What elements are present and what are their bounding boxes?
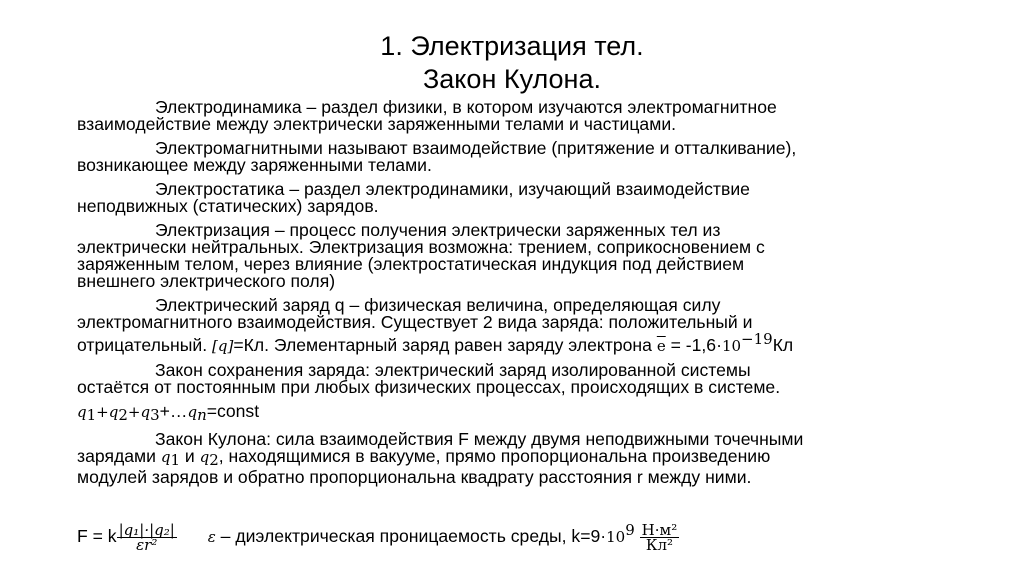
unit-denominator: Кл²	[645, 535, 674, 554]
paragraph-charge	[77, 297, 967, 355]
power-exponent: 9	[625, 521, 635, 539]
unit-fraction	[640, 520, 680, 554]
text-line: возникающее между заряженными телами.	[77, 155, 432, 175]
text-line: Электризация – процесс получения электрически заряженных тел из	[155, 220, 721, 240]
ellipsis: +…	[159, 401, 188, 421]
title-line-2: Закон Кулона.	[422, 64, 601, 94]
text-line: электрически нейтральных. Электризация возможна: трением, соприкосновением с	[77, 237, 765, 257]
page-title	[0, 30, 1024, 96]
electron-charge-symbol: $\overline{e}$	[656, 337, 666, 355]
text-line: модулей зарядов и обратно пропорциональна квадрату расстояния r между ними.	[77, 467, 752, 487]
plus-sign: +	[127, 403, 141, 421]
text-line: Электромагнитными называют взаимодействие (притяжение и отталкивание),	[155, 138, 797, 158]
content-body	[77, 99, 967, 493]
coulomb-formula	[77, 521, 679, 552]
q-symbol: q	[160, 448, 171, 466]
equals-const: =const	[206, 401, 260, 421]
text-line: взаимодействие между электрически заряженными телами и частицами.	[77, 114, 677, 134]
text-line: Электродинамика – раздел физики, в котором изучаются электромагнитное	[155, 97, 777, 117]
text-fragment: и	[179, 446, 200, 466]
q-symbol: q	[199, 448, 210, 466]
subscript: 1	[170, 451, 180, 469]
text-line: Электрический заряд q – физическая величина, определяющая силу	[155, 295, 721, 315]
text-line: неподвижных (статических) зарядов.	[77, 196, 379, 216]
paragraph-conservation	[77, 362, 967, 396]
text-fragment: =Кл. Элементарный заряд равен заряду электрона	[233, 335, 657, 355]
subscript: 3	[150, 406, 160, 424]
q-symbol: q	[140, 403, 151, 421]
q-symbol: q	[108, 403, 119, 421]
epsilon-symbol: ε	[207, 528, 216, 546]
unit-label: Кл	[772, 335, 794, 355]
text-fragment: , находящимися в вакууме, прямо пропорциональна произведению	[218, 446, 771, 466]
subscript: 2	[209, 451, 219, 469]
coulomb-fraction	[117, 520, 177, 554]
paragraph-electromagnetic	[77, 140, 967, 174]
text-line	[77, 448, 967, 469]
charge-unit-symbol: [q]	[212, 337, 234, 355]
text-line: Закон Кулона: сила взаимодействия F между двумя неподвижными точечными	[155, 429, 804, 449]
text-line: Электростатика – раздел электродинамики, изучающий взаимодействие	[155, 179, 750, 199]
q-symbol: q	[77, 403, 87, 421]
unit-numerator: Н·м²	[641, 520, 678, 539]
power-exponent: −19	[741, 330, 773, 348]
text-line-charge-unit	[77, 331, 967, 355]
plus-sign: +	[96, 403, 109, 421]
text-line: Закон сохранения заряда: электрический заряд изолированной системы	[155, 360, 751, 380]
fraction-denominator: εr²	[136, 535, 158, 554]
conservation-formula	[77, 403, 967, 424]
paragraph-coulomb-law	[77, 431, 967, 486]
text-fragment: отрицательный.	[77, 335, 213, 355]
text-fragment: зарядами	[77, 446, 161, 466]
text-fragment: = -1,6·	[665, 335, 722, 355]
text-line: электромагнитного взаимодействия. Существует 2 вида заряда: положительный и	[77, 312, 753, 332]
subscript: 2	[118, 406, 128, 424]
title-line-1: 1. Электризация тел.	[380, 31, 644, 61]
text-line: заряженным телом, через влияние (электростатическая индукция под действием	[77, 254, 745, 274]
q-symbol: q	[187, 403, 198, 421]
power-base: 10	[606, 528, 626, 546]
paragraph-electrization	[77, 222, 967, 290]
fraction-numerator: |q₁|·|q₂|	[118, 520, 175, 539]
paragraph-electrodynamics	[77, 99, 967, 133]
text-line: остаётся от постоянным при любых физических процессах, происходящих в системе.	[77, 377, 781, 397]
subscript: 1	[86, 406, 97, 424]
paragraph-electrostatics	[77, 181, 967, 215]
text-line: внешнего электрического поля)	[77, 271, 336, 291]
subscript: n	[197, 406, 207, 424]
formula-description: – диэлектрическая проницаемость среды, k=9·	[215, 526, 607, 546]
power-base: 10	[721, 337, 742, 355]
formula-lhs: F = k	[77, 526, 117, 546]
